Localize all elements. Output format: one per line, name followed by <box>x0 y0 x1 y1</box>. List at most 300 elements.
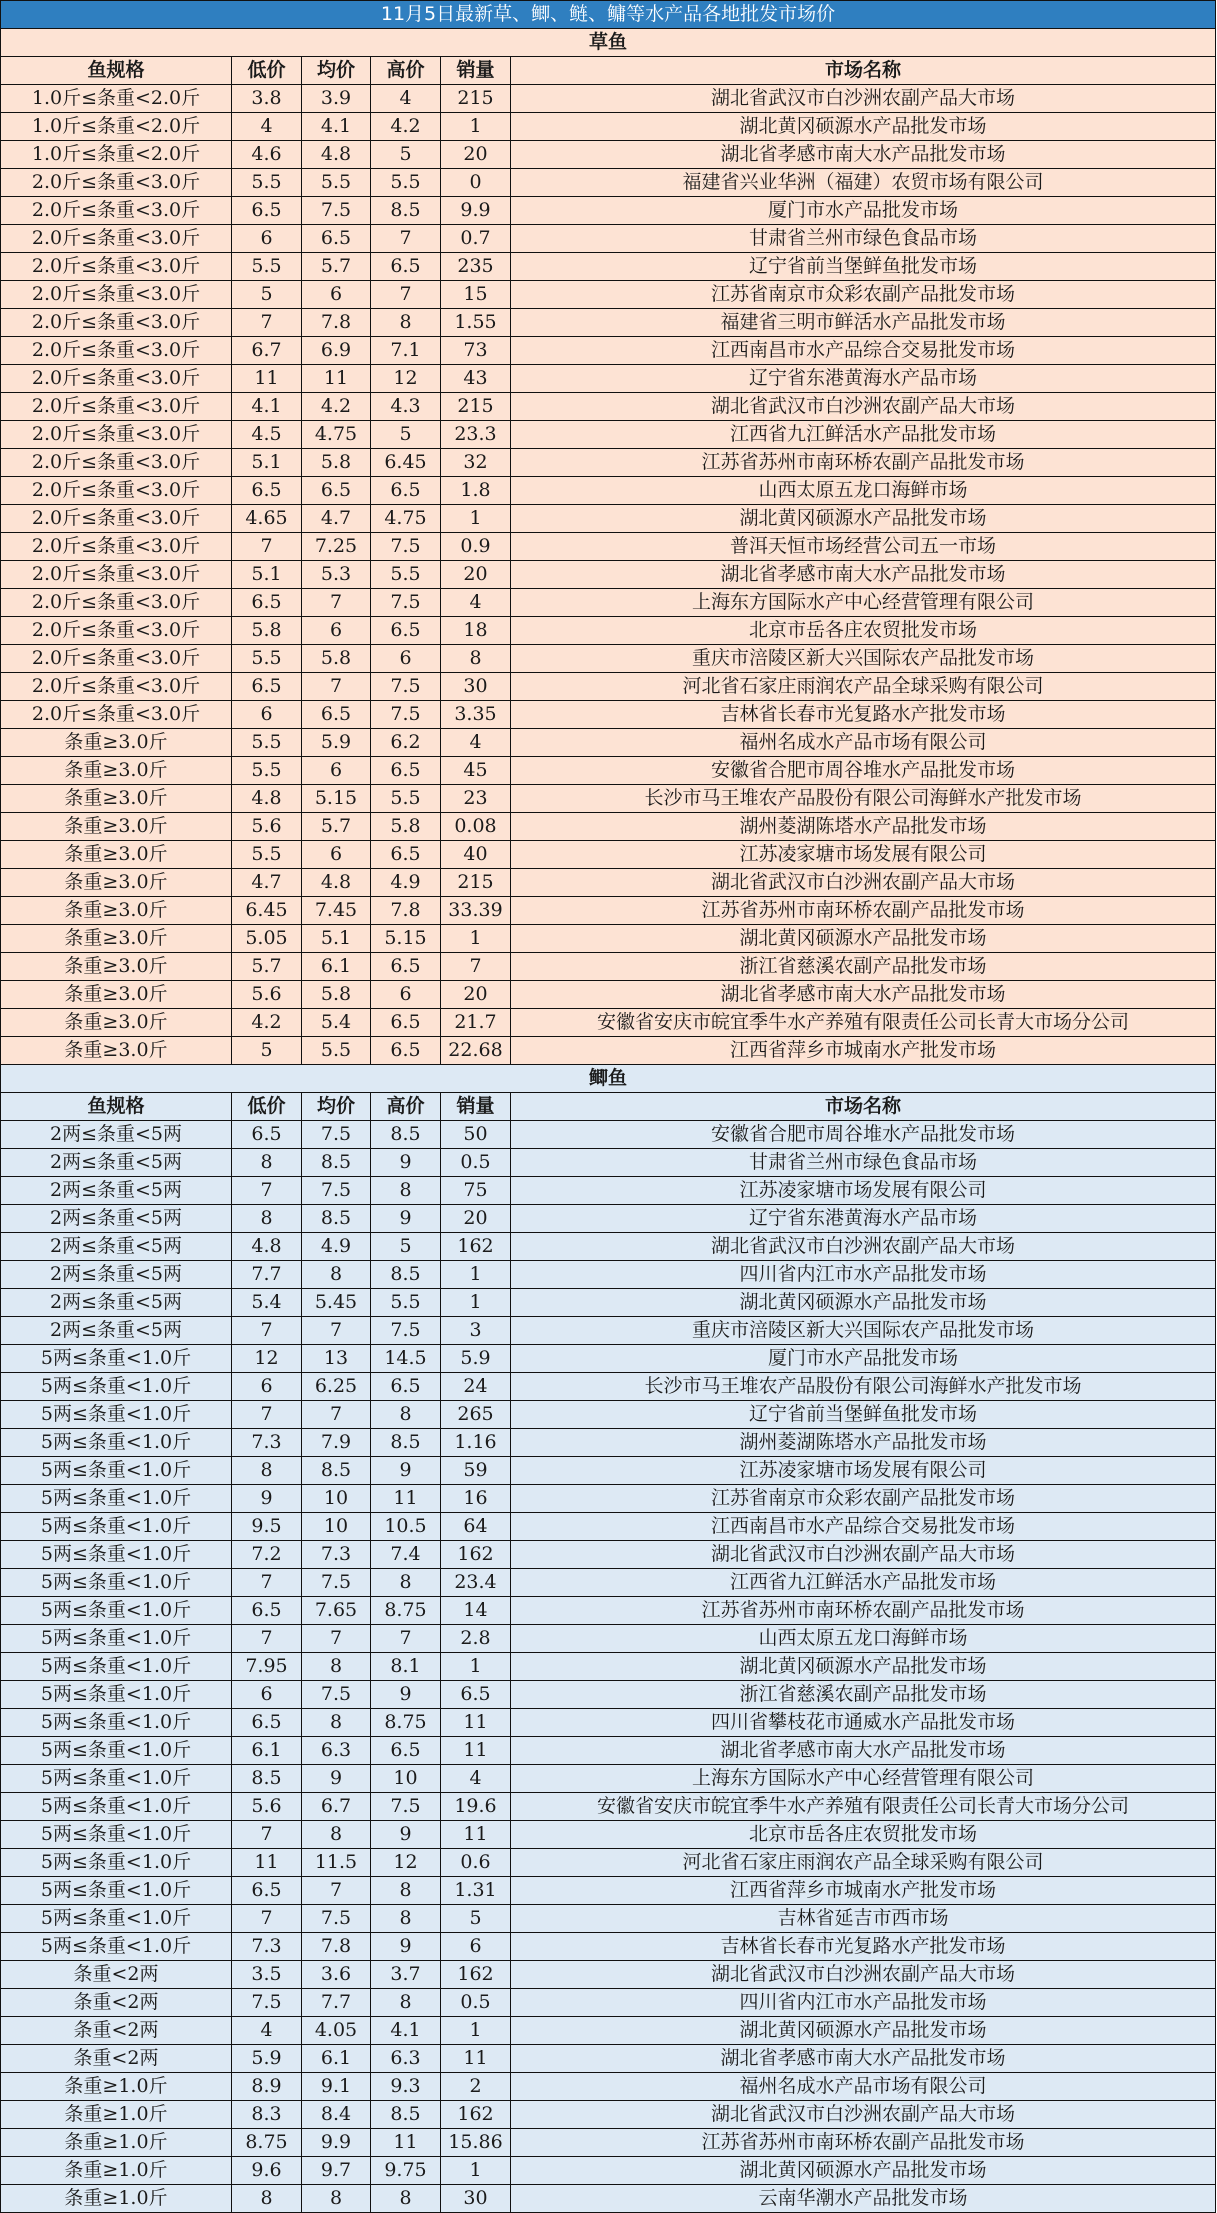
cell-high-price: 11 <box>371 1485 441 1513</box>
cell-high-price: 8 <box>371 1877 441 1905</box>
cell-avg-price: 3.9 <box>302 85 371 113</box>
cell-spec: 条重≥1.0斤 <box>1 2185 232 2213</box>
cell-market-name: 四川省攀枝花市通威水产品批发市场 <box>511 1709 1216 1737</box>
cell-avg-price: 11.5 <box>302 1849 371 1877</box>
table-row <box>1 1345 1216 1373</box>
cell-low-price: 6 <box>232 225 302 253</box>
cell-volume: 0 <box>441 169 511 197</box>
cell-spec: 5两≤条重<1.0斤 <box>1 1597 232 1625</box>
cell-spec: 5两≤条重<1.0斤 <box>1 1569 232 1597</box>
cell-low-price: 9.5 <box>232 1513 302 1541</box>
cell-market-name: 湖北省武汉市白沙洲农副产品大市场 <box>511 869 1216 897</box>
cell-spec: 条重<2两 <box>1 1989 232 2017</box>
cell-avg-price: 6.9 <box>302 337 371 365</box>
cell-high-price: 6.5 <box>371 953 441 981</box>
table-row <box>1 645 1216 673</box>
cell-low-price: 3.5 <box>232 1961 302 1989</box>
cell-low-price: 6.5 <box>232 1597 302 1625</box>
cell-low-price: 7.2 <box>232 1541 302 1569</box>
cell-low-price: 7 <box>232 309 302 337</box>
cell-high-price: 4.3 <box>371 393 441 421</box>
header-avg-price: 均价 <box>302 57 371 85</box>
cell-spec: 5两≤条重<1.0斤 <box>1 1877 232 1905</box>
table-row <box>1 253 1216 281</box>
cell-market-name: 四川省内江市水产品批发市场 <box>511 1989 1216 2017</box>
table-row <box>1 2017 1216 2045</box>
header-market-name: 市场名称 <box>511 57 1216 85</box>
cell-avg-price: 10 <box>302 1485 371 1513</box>
cell-avg-price: 7.5 <box>302 1177 371 1205</box>
cell-spec: 2两≤条重<5两 <box>1 1261 232 1289</box>
section-title: 鲫鱼 <box>1 1065 1216 1093</box>
header-high-price: 高价 <box>371 57 441 85</box>
cell-low-price: 6.5 <box>232 1121 302 1149</box>
cell-volume: 1 <box>441 2017 511 2045</box>
table-row <box>1 869 1216 897</box>
cell-low-price: 5.6 <box>232 1793 302 1821</box>
column-header-row <box>1 1093 1216 1121</box>
table-row <box>1 729 1216 757</box>
cell-low-price: 3.8 <box>232 85 302 113</box>
cell-volume: 7 <box>441 953 511 981</box>
cell-high-price: 7.5 <box>371 701 441 729</box>
cell-low-price: 7 <box>232 1177 302 1205</box>
table-row <box>1 1289 1216 1317</box>
cell-avg-price: 8 <box>302 1653 371 1681</box>
cell-spec: 2两≤条重<5两 <box>1 1121 232 1149</box>
cell-market-name: 湖北黄冈硕源水产品批发市场 <box>511 2017 1216 2045</box>
cell-low-price: 5.5 <box>232 841 302 869</box>
cell-high-price: 9 <box>371 1457 441 1485</box>
table-row <box>1 1653 1216 1681</box>
cell-high-price: 7.5 <box>371 1317 441 1345</box>
cell-market-name: 浙江省慈溪农副产品批发市场 <box>511 953 1216 981</box>
cell-high-price: 6 <box>371 981 441 1009</box>
table-row <box>1 2157 1216 2185</box>
cell-market-name: 湖北黄冈硕源水产品批发市场 <box>511 1289 1216 1317</box>
cell-high-price: 7 <box>371 281 441 309</box>
table-row <box>1 225 1216 253</box>
cell-volume: 215 <box>441 393 511 421</box>
cell-market-name: 湖州菱湖陈塔水产品批发市场 <box>511 1429 1216 1457</box>
cell-avg-price: 7 <box>302 673 371 701</box>
table-row <box>1 337 1216 365</box>
cell-market-name: 江西省萍乡市城南水产批发市场 <box>511 1877 1216 1905</box>
cell-low-price: 4.6 <box>232 141 302 169</box>
cell-high-price: 8 <box>371 2185 441 2213</box>
cell-avg-price: 3.6 <box>302 1961 371 1989</box>
cell-market-name: 湖北省武汉市白沙洲农副产品大市场 <box>511 85 1216 113</box>
cell-spec: 5两≤条重<1.0斤 <box>1 1709 232 1737</box>
cell-volume: 64 <box>441 1513 511 1541</box>
cell-market-name: 安徽省安庆市皖宜季牛水产养殖有限责任公司长青大市场分公司 <box>511 1793 1216 1821</box>
cell-high-price: 6.5 <box>371 1373 441 1401</box>
cell-market-name: 辽宁省前当堡鲜鱼批发市场 <box>511 253 1216 281</box>
cell-volume: 0.5 <box>441 1149 511 1177</box>
header-volume: 销量 <box>441 57 511 85</box>
cell-avg-price: 7 <box>302 1877 371 1905</box>
cell-low-price: 7.95 <box>232 1653 302 1681</box>
cell-volume: 265 <box>441 1401 511 1429</box>
cell-high-price: 6.5 <box>371 1037 441 1065</box>
cell-avg-price: 5.8 <box>302 449 371 477</box>
table-row <box>1 813 1216 841</box>
cell-spec: 2.0斤≤条重<3.0斤 <box>1 225 232 253</box>
cell-low-price: 5 <box>232 281 302 309</box>
cell-high-price: 4.75 <box>371 505 441 533</box>
table-row <box>1 365 1216 393</box>
cell-volume: 1 <box>441 1261 511 1289</box>
cell-spec: 2两≤条重<5两 <box>1 1289 232 1317</box>
cell-market-name: 福建省兴业华洲（福建）农贸市场有限公司 <box>511 169 1216 197</box>
cell-spec: 条重≥3.0斤 <box>1 785 232 813</box>
cell-avg-price: 8 <box>302 2185 371 2213</box>
grass-carp-section <box>1 29 1216 1065</box>
table-row <box>1 1261 1216 1289</box>
cell-volume: 75 <box>441 1177 511 1205</box>
cell-avg-price: 6.5 <box>302 477 371 505</box>
cell-avg-price: 11 <box>302 365 371 393</box>
cell-volume: 1 <box>441 1653 511 1681</box>
cell-avg-price: 6.5 <box>302 225 371 253</box>
cell-spec: 5两≤条重<1.0斤 <box>1 1541 232 1569</box>
cell-high-price: 12 <box>371 1849 441 1877</box>
cell-spec: 5两≤条重<1.0斤 <box>1 1513 232 1541</box>
cell-market-name: 山西太原五龙口海鲜市场 <box>511 1625 1216 1653</box>
cell-volume: 33.39 <box>441 897 511 925</box>
cell-market-name: 甘肃省兰州市绿色食品市场 <box>511 1149 1216 1177</box>
cell-volume: 0.9 <box>441 533 511 561</box>
cell-high-price: 4.9 <box>371 869 441 897</box>
cell-low-price: 5.5 <box>232 253 302 281</box>
table-row <box>1 2129 1216 2157</box>
cell-high-price: 4 <box>371 85 441 113</box>
table-row <box>1 309 1216 337</box>
cell-low-price: 6.1 <box>232 1737 302 1765</box>
table-row <box>1 2185 1216 2213</box>
table-row <box>1 1429 1216 1457</box>
cell-low-price: 5.1 <box>232 561 302 589</box>
cell-market-name: 河北省石家庄雨润农产品全球采购有限公司 <box>511 673 1216 701</box>
cell-low-price: 7 <box>232 1821 302 1849</box>
cell-avg-price: 8 <box>302 1709 371 1737</box>
cell-spec: 2.0斤≤条重<3.0斤 <box>1 701 232 729</box>
cell-spec: 2.0斤≤条重<3.0斤 <box>1 673 232 701</box>
cell-avg-price: 4.05 <box>302 2017 371 2045</box>
table-row <box>1 449 1216 477</box>
cell-high-price: 6.5 <box>371 841 441 869</box>
cell-market-name: 福州名成水产品市场有限公司 <box>511 2073 1216 2101</box>
cell-market-name: 湖北省武汉市白沙洲农副产品大市场 <box>511 1541 1216 1569</box>
cell-avg-price: 7 <box>302 1317 371 1345</box>
table-row <box>1 1821 1216 1849</box>
cell-spec: 条重≥3.0斤 <box>1 813 232 841</box>
cell-high-price: 5.5 <box>371 169 441 197</box>
cell-low-price: 6.7 <box>232 337 302 365</box>
cell-low-price: 4.8 <box>232 1233 302 1261</box>
cell-avg-price: 7.9 <box>302 1429 371 1457</box>
cell-high-price: 5 <box>371 1233 441 1261</box>
cell-avg-price: 7.5 <box>302 1569 371 1597</box>
cell-spec: 条重<2两 <box>1 2017 232 2045</box>
cell-low-price: 8 <box>232 1149 302 1177</box>
cell-high-price: 9.3 <box>371 2073 441 2101</box>
cell-volume: 11 <box>441 1737 511 1765</box>
cell-volume: 16 <box>441 1485 511 1513</box>
cell-spec: 条重≥3.0斤 <box>1 897 232 925</box>
cell-market-name: 江苏省南京市众彩农副产品批发市场 <box>511 281 1216 309</box>
cell-high-price: 5.5 <box>371 785 441 813</box>
cell-high-price: 3.7 <box>371 1961 441 1989</box>
cell-volume: 21.7 <box>441 1009 511 1037</box>
cell-market-name: 吉林省延吉市西市场 <box>511 1905 1216 1933</box>
cell-avg-price: 4.8 <box>302 869 371 897</box>
cell-volume: 3.35 <box>441 701 511 729</box>
cell-high-price: 9 <box>371 1149 441 1177</box>
cell-low-price: 6 <box>232 701 302 729</box>
cell-low-price: 7 <box>232 1569 302 1597</box>
cell-avg-price: 4.75 <box>302 421 371 449</box>
table-row <box>1 2101 1216 2129</box>
cell-high-price: 5.5 <box>371 561 441 589</box>
cell-high-price: 9 <box>371 1681 441 1709</box>
cell-avg-price: 7.7 <box>302 1989 371 2017</box>
cell-spec: 2两≤条重<5两 <box>1 1205 232 1233</box>
cell-avg-price: 5.3 <box>302 561 371 589</box>
cell-spec: 5两≤条重<1.0斤 <box>1 1653 232 1681</box>
cell-volume: 1.55 <box>441 309 511 337</box>
table-row <box>1 1037 1216 1065</box>
cell-spec: 2.0斤≤条重<3.0斤 <box>1 281 232 309</box>
table-row <box>1 1149 1216 1177</box>
cell-volume: 11 <box>441 1709 511 1737</box>
page-title: 11月5日最新草、鲫、鲢、鳙等水产品各地批发市场价 <box>1 1 1216 29</box>
cell-low-price: 6.5 <box>232 589 302 617</box>
cell-avg-price: 5.1 <box>302 925 371 953</box>
cell-market-name: 福建省三明市鲜活水产品批发市场 <box>511 309 1216 337</box>
cell-avg-price: 7.8 <box>302 1933 371 1961</box>
cell-avg-price: 7.5 <box>302 1905 371 1933</box>
table-row <box>1 1625 1216 1653</box>
cell-volume: 32 <box>441 449 511 477</box>
cell-spec: 条重≥3.0斤 <box>1 841 232 869</box>
cell-volume: 59 <box>441 1457 511 1485</box>
cell-market-name: 湖北省孝感市南大水产品批发市场 <box>511 981 1216 1009</box>
cell-spec: 条重≥1.0斤 <box>1 2101 232 2129</box>
cell-spec: 5两≤条重<1.0斤 <box>1 1681 232 1709</box>
cell-avg-price: 10 <box>302 1513 371 1541</box>
cell-avg-price: 8.5 <box>302 1149 371 1177</box>
table-row <box>1 785 1216 813</box>
cell-spec: 2.0斤≤条重<3.0斤 <box>1 505 232 533</box>
header-high-price: 高价 <box>371 1093 441 1121</box>
cell-market-name: 湖北省武汉市白沙洲农副产品大市场 <box>511 2101 1216 2129</box>
cell-avg-price: 8.5 <box>302 1205 371 1233</box>
cell-high-price: 9 <box>371 1821 441 1849</box>
cell-avg-price: 8 <box>302 1821 371 1849</box>
cell-market-name: 湖北黄冈硕源水产品批发市场 <box>511 925 1216 953</box>
cell-volume: 5.9 <box>441 1345 511 1373</box>
cell-volume: 0.08 <box>441 813 511 841</box>
cell-spec: 2两≤条重<5两 <box>1 1317 232 1345</box>
cell-volume: 215 <box>441 85 511 113</box>
cell-market-name: 辽宁省东港黄海水产品市场 <box>511 365 1216 393</box>
cell-high-price: 5.15 <box>371 925 441 953</box>
cell-avg-price: 6 <box>302 617 371 645</box>
table-row <box>1 1933 1216 1961</box>
table-row <box>1 1121 1216 1149</box>
cell-volume: 9.9 <box>441 197 511 225</box>
cell-spec: 5两≤条重<1.0斤 <box>1 1401 232 1429</box>
cell-spec: 条重≥3.0斤 <box>1 925 232 953</box>
cell-volume: 1 <box>441 2157 511 2185</box>
table-row <box>1 421 1216 449</box>
cell-volume: 11 <box>441 2045 511 2073</box>
cell-spec: 条重≥3.0斤 <box>1 1009 232 1037</box>
cell-spec: 2.0斤≤条重<3.0斤 <box>1 645 232 673</box>
cell-spec: 2.0斤≤条重<3.0斤 <box>1 561 232 589</box>
cell-avg-price: 9.7 <box>302 2157 371 2185</box>
cell-volume: 20 <box>441 981 511 1009</box>
cell-market-name: 厦门市水产品批发市场 <box>511 1345 1216 1373</box>
cell-spec: 1.0斤≤条重<2.0斤 <box>1 113 232 141</box>
column-header-row <box>1 57 1216 85</box>
cell-high-price: 6.45 <box>371 449 441 477</box>
cell-market-name: 江苏凌家塘市场发展有限公司 <box>511 1457 1216 1485</box>
cell-avg-price: 5.7 <box>302 253 371 281</box>
cell-avg-price: 7 <box>302 1401 371 1429</box>
cell-avg-price: 5.45 <box>302 1289 371 1317</box>
cell-spec: 5两≤条重<1.0斤 <box>1 1793 232 1821</box>
cell-high-price: 6.5 <box>371 757 441 785</box>
cell-avg-price: 7.5 <box>302 1681 371 1709</box>
cell-avg-price: 7.3 <box>302 1541 371 1569</box>
cell-low-price: 8.3 <box>232 2101 302 2129</box>
table-row <box>1 1961 1216 1989</box>
cell-spec: 1.0斤≤条重<2.0斤 <box>1 85 232 113</box>
cell-low-price: 7 <box>232 1905 302 1933</box>
table-row <box>1 1905 1216 1933</box>
cell-low-price: 7.5 <box>232 1989 302 2017</box>
cell-avg-price: 13 <box>302 1345 371 1373</box>
cell-market-name: 上海东方国际水产中心经营管理有限公司 <box>511 1765 1216 1793</box>
table-row <box>1 1877 1216 1905</box>
cell-avg-price: 9.1 <box>302 2073 371 2101</box>
cell-volume: 1.31 <box>441 1877 511 1905</box>
cell-market-name: 湖北省孝感市南大水产品批发市场 <box>511 141 1216 169</box>
cell-spec: 2.0斤≤条重<3.0斤 <box>1 365 232 393</box>
cell-market-name: 安徽省合肥市周谷堆水产品批发市场 <box>511 757 1216 785</box>
cell-high-price: 8.75 <box>371 1709 441 1737</box>
cell-high-price: 9.75 <box>371 2157 441 2185</box>
cell-high-price: 7.4 <box>371 1541 441 1569</box>
cell-high-price: 5.5 <box>371 1289 441 1317</box>
cell-low-price: 4.65 <box>232 505 302 533</box>
cell-market-name: 重庆市涪陵区新大兴国际农产品批发市场 <box>511 645 1216 673</box>
cell-low-price: 7.3 <box>232 1429 302 1457</box>
cell-high-price: 9 <box>371 1205 441 1233</box>
cell-high-price: 8.75 <box>371 1597 441 1625</box>
cell-market-name: 湖北省武汉市白沙洲农副产品大市场 <box>511 1961 1216 1989</box>
cell-market-name: 江西省萍乡市城南水产批发市场 <box>511 1037 1216 1065</box>
table-row <box>1 981 1216 1009</box>
cell-high-price: 8.5 <box>371 2101 441 2129</box>
cell-low-price: 7.3 <box>232 1933 302 1961</box>
cell-volume: 6 <box>441 1933 511 1961</box>
header-avg-price: 均价 <box>302 1093 371 1121</box>
cell-market-name: 江苏省南京市众彩农副产品批发市场 <box>511 1485 1216 1513</box>
cell-volume: 73 <box>441 337 511 365</box>
header-spec: 鱼规格 <box>1 1093 232 1121</box>
cell-spec: 2.0斤≤条重<3.0斤 <box>1 449 232 477</box>
cell-low-price: 6 <box>232 1681 302 1709</box>
table-row <box>1 1597 1216 1625</box>
header-low-price: 低价 <box>232 1093 302 1121</box>
cell-avg-price: 7.25 <box>302 533 371 561</box>
table-row <box>1 1317 1216 1345</box>
cell-low-price: 5 <box>232 1037 302 1065</box>
table-row <box>1 1737 1216 1765</box>
cell-spec: 2两≤条重<5两 <box>1 1233 232 1261</box>
cell-market-name: 江苏凌家塘市场发展有限公司 <box>511 1177 1216 1205</box>
cell-low-price: 6.5 <box>232 477 302 505</box>
cell-spec: 2.0斤≤条重<3.0斤 <box>1 197 232 225</box>
cell-market-name: 湖北黄冈硕源水产品批发市场 <box>511 505 1216 533</box>
cell-market-name: 福州名成水产品市场有限公司 <box>511 729 1216 757</box>
cell-spec: 5两≤条重<1.0斤 <box>1 1373 232 1401</box>
cell-low-price: 6.5 <box>232 1877 302 1905</box>
cell-spec: 5两≤条重<1.0斤 <box>1 1485 232 1513</box>
cell-volume: 0.7 <box>441 225 511 253</box>
cell-market-name: 云南华潮水产品批发市场 <box>511 2185 1216 2213</box>
cell-spec: 5两≤条重<1.0斤 <box>1 1933 232 1961</box>
table-row <box>1 701 1216 729</box>
cell-volume: 2 <box>441 2073 511 2101</box>
cell-volume: 1 <box>441 925 511 953</box>
cell-high-price: 8.1 <box>371 1653 441 1681</box>
cell-spec: 条重≥1.0斤 <box>1 2073 232 2101</box>
cell-market-name: 甘肃省兰州市绿色食品市场 <box>511 225 1216 253</box>
cell-volume: 20 <box>441 141 511 169</box>
cell-volume: 0.6 <box>441 1849 511 1877</box>
table-row <box>1 589 1216 617</box>
cell-spec: 5两≤条重<1.0斤 <box>1 1625 232 1653</box>
cell-low-price: 8 <box>232 2185 302 2213</box>
cell-avg-price: 6.1 <box>302 2045 371 2073</box>
cell-volume: 162 <box>441 1541 511 1569</box>
cell-volume: 1 <box>441 1289 511 1317</box>
cell-market-name: 厦门市水产品批发市场 <box>511 197 1216 225</box>
cell-high-price: 6 <box>371 645 441 673</box>
table-row <box>1 393 1216 421</box>
cell-low-price: 12 <box>232 1345 302 1373</box>
cell-low-price: 4 <box>232 113 302 141</box>
cell-spec: 条重≥3.0斤 <box>1 1037 232 1065</box>
cell-low-price: 5.6 <box>232 981 302 1009</box>
cell-spec: 2.0斤≤条重<3.0斤 <box>1 393 232 421</box>
cell-market-name: 江西南昌市水产品综合交易批发市场 <box>511 1513 1216 1541</box>
cell-volume: 8 <box>441 645 511 673</box>
cell-spec: 5两≤条重<1.0斤 <box>1 1737 232 1765</box>
cell-market-name: 辽宁省东港黄海水产品市场 <box>511 1205 1216 1233</box>
table-row <box>1 2073 1216 2101</box>
crucian-carp-section <box>1 1065 1216 2213</box>
cell-spec: 2.0斤≤条重<3.0斤 <box>1 337 232 365</box>
cell-volume: 1 <box>441 113 511 141</box>
cell-volume: 14 <box>441 1597 511 1625</box>
table-row <box>1 1233 1216 1261</box>
cell-low-price: 7 <box>232 1317 302 1345</box>
